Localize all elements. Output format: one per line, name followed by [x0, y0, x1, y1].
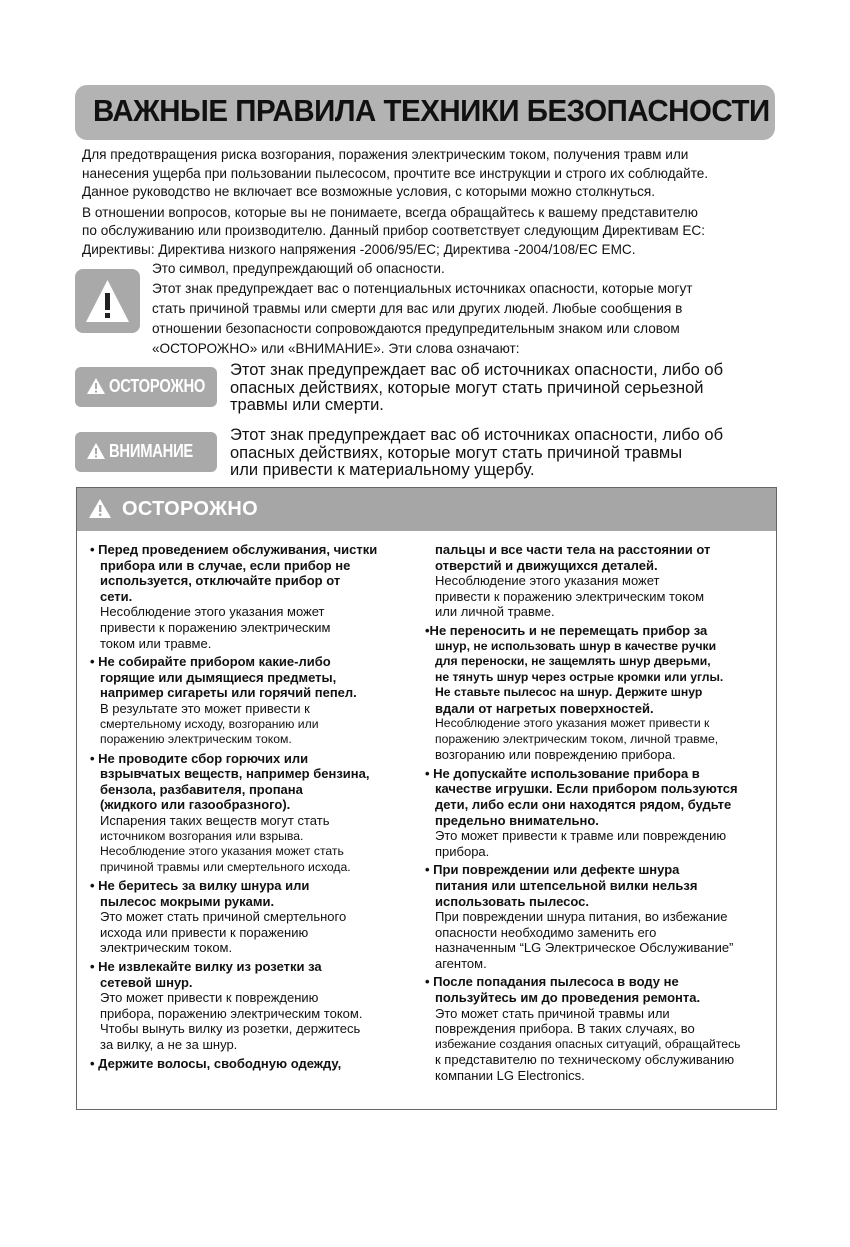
item-text-line: электрическим током. — [100, 940, 233, 956]
item-text-line: током или травме. — [100, 635, 212, 651]
list-item — [425, 974, 775, 1083]
item-text-line: поражению электрическим током. — [100, 732, 292, 747]
item-text-line: или личной травме. — [435, 604, 555, 620]
item-text-line: Несоблюдение этого указания может стать — [100, 844, 344, 858]
list-item — [90, 654, 420, 747]
list-item — [425, 862, 775, 971]
item-bold-line: • Не проводите сбор горючих или — [90, 750, 309, 766]
item-text-line: исхода или привести к поражению — [100, 924, 309, 940]
item-bold-line: горящие или дымящиеся предметы, — [100, 669, 337, 685]
symbol-line: стать причиной травмы или смерти для вас или других людей. Любые сообщения в — [152, 301, 683, 316]
item-text-line: Это может привести к травме или повреждению — [435, 828, 727, 844]
warning-badge — [75, 367, 217, 407]
caution-line: или привести к материальному ущербу. — [230, 461, 535, 479]
item-text-line: Испарения таких веществ могут стать — [100, 812, 330, 828]
item-bold-line: предельно внимательно. — [435, 812, 599, 828]
caution-line: Этот знак предупреждает вас об источниках опасности, либо об — [230, 426, 724, 444]
item-bold-line: не тянуть шнур через острые кромки или углы. — [435, 669, 724, 684]
item-bold-line: питания или штепсельной вилки нельзя — [435, 877, 698, 893]
warning-box — [76, 487, 777, 1110]
warning-triangle-icon — [88, 498, 112, 519]
symbol-line: «ОСТОРОЖНО» или «ВНИМАНИЕ». Эти слова означают: — [152, 341, 520, 356]
item-text-line: смертельному исходу, возгоранию или — [100, 716, 319, 731]
warning-line: травмы или смерти. — [230, 396, 384, 414]
item-text-line: причиной травмы или смертельного исхода. — [100, 859, 351, 874]
item-bold-line: отверстий и движущихся деталей. — [435, 557, 658, 573]
intro-line: Директивы: Директива низкого напряжения -2006/95/EC; Директива -2004/108/EC EMC. — [82, 241, 636, 257]
item-bold-line: • После попадания пылесоса в воду не — [425, 974, 679, 990]
item-bold-line: •Не переносить и не перемещать прибор за — [425, 622, 708, 638]
item-bold-line: пользуйтесь им до проведения ремонта. — [435, 990, 701, 1006]
item-bold-line: • Не допускайте использование прибора в — [425, 765, 700, 781]
item-bold-line: бензола, разбавителя, пропана — [100, 781, 303, 797]
item-text-line: агентом. — [435, 955, 487, 971]
intro-line: нанесения ущерба при пользовании пылесосом, прочтите все инструкции и строго их соблюдайте. — [82, 165, 709, 181]
list-item — [425, 623, 775, 763]
item-bold-line: • Не собирайте прибором какие-либо — [90, 654, 331, 670]
warning-triangle-icon — [86, 442, 106, 460]
item-text-line: к представителю по техническому обслуживанию — [435, 1052, 735, 1068]
intro-line: Данное руководство не включает все возможные условия, с которыми можно столкнуться. — [82, 184, 656, 200]
item-bold-line: • При повреждении или дефекте шнура — [425, 862, 680, 878]
caution-badge-label: ВНИМАНИЕ — [109, 441, 194, 461]
warning-box-header — [77, 488, 776, 531]
item-text-line: В результате это может привести к — [100, 700, 310, 716]
item-bold-line: Не ставьте пылесос на шнур. Держите шнур — [435, 685, 703, 700]
item-bold-line: вдали от нагретых поверхностей. — [435, 700, 654, 716]
warning-box-title: ОСТОРОЖНО — [122, 498, 258, 520]
item-bold-line: • Не беритесь за вилку шнура или — [90, 878, 310, 893]
exclamation-icon — [84, 278, 131, 324]
item-text-line: привести к поражению электрическим — [100, 619, 331, 635]
item-bold-line: дети, либо если они находятся рядом, будьте — [435, 796, 732, 812]
list-item — [425, 542, 775, 620]
symbol-line: отношении безопасности сопровождаются предупредительным знаком или словом — [152, 321, 680, 336]
caution-badge — [75, 432, 217, 472]
item-bold-line: для переноски, не защемлять шнур дверьми, — [435, 654, 711, 669]
list-item — [90, 542, 420, 651]
item-bold-line: • Перед проведением обслуживания, чистки — [90, 542, 378, 557]
item-bold-line: (жидкого или газообразного). — [100, 797, 291, 813]
warning-triangle-icon — [86, 377, 106, 395]
caution-line: опасных действиях, которые могут стать причиной травмы — [230, 443, 683, 462]
item-bold-line: используется, отключайте прибор от — [100, 573, 341, 589]
intro-line: Для предотвращения риска возгорания, поражения электрическим током, получения травм или — [82, 147, 689, 162]
warning-column-right — [425, 542, 775, 1087]
safety-alert-symbol — [75, 269, 140, 333]
warning-column-left — [90, 542, 420, 1074]
item-bold-line: качестве игрушки. Если прибором пользуются — [435, 781, 738, 797]
warning-description — [230, 362, 790, 415]
item-bold-line: сети. — [100, 588, 133, 604]
item-text-line: привести к поражению электрическим током — [435, 588, 705, 604]
item-text-line: Несоблюдение этого указания может привести к — [435, 716, 710, 731]
list-item — [90, 959, 420, 1053]
item-text-line: Это может стать причиной смертельного — [100, 909, 347, 925]
item-text-line: При повреждении шнура питания, во избежание — [435, 909, 728, 925]
item-text-line: прибора, поражению электрическим током. — [100, 1005, 363, 1021]
intro-line: В отношении вопросов, которые вы не понимаете, всегда обращайтесь к вашему представителю — [82, 204, 698, 220]
item-bold-line: • Держите волосы, свободную одежду, — [90, 1055, 342, 1071]
item-bold-line: использовать пылесос. — [435, 893, 589, 909]
intro-line: по обслуживанию или производителю. Данный прибор соответствует следующим Директивам ЕС: — [82, 223, 706, 239]
item-bold-line: пальцы и все части тела на расстоянии от — [435, 542, 711, 557]
list-item — [90, 751, 420, 875]
symbol-line: Это символ, предупреждающий об опасности. — [152, 261, 445, 276]
symbol-description — [152, 259, 782, 359]
item-text-line: опасности необходимо заменить его — [435, 924, 657, 940]
symbol-line: Этот знак предупреждает вас о потенциальных источниках опасности, которые могут — [152, 281, 693, 296]
item-bold-line: пылесос мокрыми руками. — [100, 893, 275, 909]
warning-badge-label: ОСТОРОЖНО — [109, 376, 206, 396]
list-item — [90, 1056, 420, 1072]
item-text-line: возгоранию или повреждению прибора. — [435, 747, 676, 763]
item-text-line: Это может стать причиной травмы или — [435, 1005, 670, 1021]
item-bold-line: прибора или в случае, если прибор не — [100, 557, 351, 573]
list-item — [425, 766, 775, 860]
intro-paragraph — [82, 146, 782, 260]
item-text-line: Чтобы вынуть вилку из розетки, держитесь — [100, 1021, 361, 1037]
item-text-line: назначенным “LG Электрическое Обслуживание” — [435, 940, 734, 956]
item-bold-line: например сигареты или горячий пепел. — [100, 685, 357, 701]
item-bold-line: • Не извлекайте вилку из розетки за — [90, 958, 322, 974]
caution-description — [230, 427, 790, 480]
item-text-line: Несоблюдение этого указания может — [100, 604, 325, 620]
item-text-line: источником возгорания или взрыва. — [100, 828, 304, 843]
item-text-line: избежание создания опасных ситуаций, обращайтесь — [435, 1036, 741, 1051]
list-item — [90, 878, 420, 956]
item-text-line: за вилку, а не за шнур. — [100, 1036, 238, 1052]
item-bold-line: шнур, не использовать шнур в качестве ручки — [435, 638, 717, 653]
warning-line: опасных действиях, которые могут стать причиной серьезной — [230, 378, 704, 397]
item-bold-line: сетевой шнур. — [100, 974, 193, 990]
item-text-line: компании LG Electronics. — [435, 1067, 585, 1083]
item-text-line: Несоблюдение этого указания может — [435, 573, 660, 589]
warning-line: Этот знак предупреждает вас об источниках опасности, либо об — [230, 361, 724, 379]
page-title: ВАЖНЫЕ ПРАВИЛА ТЕХНИКИ БЕЗОПАСНОСТИ — [93, 93, 770, 128]
item-text-line: поражению электрическим током, личной травме, — [435, 731, 719, 746]
item-text-line: повреждения прибора. В таких случаях, во — [435, 1021, 695, 1037]
item-text-line: прибора. — [435, 843, 490, 859]
item-text-line: Это может привести к повреждению — [100, 990, 319, 1006]
title-bar — [75, 85, 775, 140]
item-bold-line: взрывчатых веществ, например бензина, — [100, 766, 370, 782]
